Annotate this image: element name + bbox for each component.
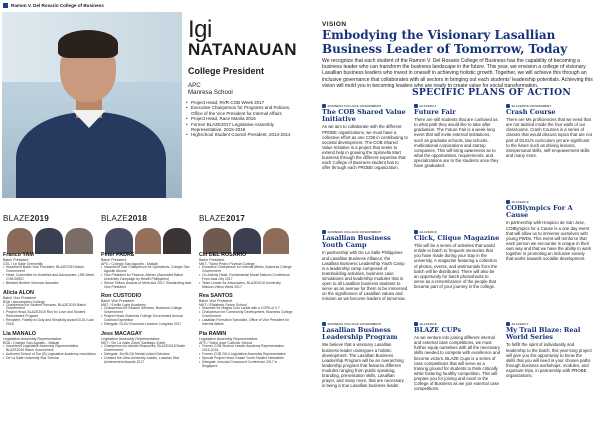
member-credential: • Created the Ultra University Ladder, Luzarian Stat Achievement Awards 2017 (101, 357, 195, 365)
plan-title: COBlympics For A Cause (506, 204, 573, 220)
blaze-2018-group-photo (101, 224, 196, 254)
member-credentials (101, 307, 195, 327)
member-credentials (199, 345, 293, 368)
member-credentials (3, 266, 97, 286)
plan-title: My Trail Blaze: Real World Series (506, 326, 581, 342)
plan-body: There are Ms proficiencies that we need that are not tackled inside the four walls of our classrooms. Crash Courses is a series of classes that would discuss topics that are not part of DLSU's curriculum yet are significant to the future such as driving lessons, interpersonal skills, self-empowerment skills and many more. (506, 117, 592, 158)
member-org: APC / Saint Jude Catholic School (199, 340, 253, 345)
member-credentials (101, 345, 195, 365)
team-member (199, 293, 293, 327)
candidate-position: College President (188, 66, 265, 76)
member-role: Legislative Assembly Representative (101, 336, 160, 341)
plans-title: SPECIFIC PLANS OF ACTION (412, 87, 572, 98)
team-member (199, 331, 293, 368)
plan-tag: BLAZE2017 (419, 104, 437, 108)
member-name: Pia RAMIN (199, 330, 227, 337)
member-role: Legislative Assembly Representative (3, 336, 62, 341)
credential-item: • Project Head, Race Manila 2016 (186, 116, 296, 121)
member-credential: • Vice President for Finance, Ateneo (Ascended Batch University Campaign by Health Philippines) (101, 274, 195, 282)
member-role: Batch Vice President (101, 299, 135, 304)
member-role: Batch President (101, 258, 127, 262)
square-bullet-icon (3, 3, 8, 8)
team-member (3, 252, 97, 286)
candidate-last-name: NATANAUAN (188, 40, 297, 59)
member-name: Peter PADRE (101, 252, 135, 258)
plan-title: Future Fair (414, 108, 456, 116)
candidate-portrait (2, 12, 182, 198)
team-blaze-2018 (101, 252, 195, 369)
left-page (0, 0, 298, 428)
plan-future-fair (414, 104, 500, 168)
member-role: Legislative Assembly Representative (199, 336, 258, 341)
member-role: Batch Vice President (3, 295, 37, 300)
blaze-heading-2018: BLAZE2018 (101, 214, 147, 223)
blaze-heading-2017: BLAZE2017 (199, 214, 245, 223)
plan-body: We believe that a visionary Lasallian business leader undergoes a holistic development. The Lasallian Business Leadership Program will be an overarching leadership program that features different modules ranging from public speaking, branding, presentation skills, Lasallian prayer, and many more, that are necessary in being a true Lasallian business leader. (322, 342, 404, 389)
member-credential: • Former COB Student Leader Academy Representative 2015-2016 (199, 345, 293, 353)
blaze-2019-group-photo (3, 224, 98, 254)
vision-intro: We recognize that each student of the Ramon V. Del Rosario College of Business has the capability of becoming a business leader who can transform the business landscape in the future. This year, we envision a college of visionary Lasallian business leaders who invest in oneself in achieving holistic growth. Together, we will achieve this through an inclusive governance that collaborates with all sectors in bringing out each students' leadership potentials. Achieving this vision will mold you in becoming leaders who are ready to create value for social transformation. (322, 58, 593, 89)
team-member (3, 290, 97, 327)
member-credential: • Team Leader for Advocacies, BLAZE2018 University Mission-Vision Week 2017 (199, 282, 293, 290)
member-credentials (3, 345, 97, 361)
member-role: Batch Vice President (199, 299, 233, 304)
team-member (101, 331, 195, 365)
member-name: Ron CUSTODIO (101, 293, 142, 300)
member-org: APC / Colegio San Agustin - Makati (101, 262, 158, 266)
plan-tag: BUSINESS COLLEGE GOVERNMENT (327, 322, 382, 326)
plan-body: As we venture into joining different internal and external case competitions, we must further equip ourselves with all the necessary skills needed to compete with excellence and become victors. BLAZE Cups is a series of case competitions that will serve as a training ground for students to think critically while fostering healthy competition. This will prepare you for joining and excel to the College of Business as we join external case competitions. (414, 335, 500, 392)
member-name: Lia MANALO (3, 330, 36, 337)
right-page (302, 0, 600, 428)
team-member (101, 252, 195, 289)
member-credential: • De La Salle University Star Scholar (3, 357, 97, 361)
plan-body: To fulfill the spirit of individuality and leadership to the batch, this year-long project will give you the opportunity to know the skills that you will need in your chosen paths through business workshops, modules, and exposure trips, in partnership with PROBE organizations. (506, 342, 592, 378)
member-credential: • Chairperson for Artistic Resources, BLAZE2018 Batch Government (101, 345, 195, 353)
member-name: Franco YAM (3, 252, 34, 258)
plan-tag: BLAZE2018 GOVERNMENT (511, 104, 552, 108)
team-blaze-2019 (3, 252, 97, 365)
plan-blaze-cups (414, 322, 500, 391)
member-org: CSL / Le Salle Greenhills (3, 262, 44, 266)
college-header (3, 3, 104, 8)
member-credentials (199, 307, 293, 327)
plan-body: In partnership with Hospicio de San Jose, COBlympics for a Cause is a one day event that will allow us to immerse ourselves with young PWDs. This event will reinforce that each person we encounter is unique in their own way and that we have the ability to work together in promoting an inclusive society that works towards socialite development. (506, 220, 592, 262)
candidate-college: Manresa School (188, 89, 233, 96)
member-credential: • Project Head, BLAZE2019 Run for Love and Student Recruitment Program (3, 311, 97, 319)
member-name: Alicia ALON (3, 289, 34, 296)
member-credential: • Incumbent Legislative Assembly Representative, BLAZE2019 Batch Government (3, 345, 97, 353)
credential-item: • Highschool Student Council President, 2013-2014 (186, 132, 296, 137)
plan-youth-camp (322, 230, 408, 301)
member-credentials (101, 266, 195, 289)
plan-body: This will be a series of activities that would enlisle to batch to frequent memories that you have made during your stay in the university. A magazine featuring a collection of photos, events, and testimonials from the batch will be distributed. There will also be an opportunity for batch photoshoots to serve as a remembrance of the people that became part of your journey in the college. (414, 243, 498, 289)
member-credential: • Incumbent Batch Vice President, BLAZE2019 Batch Government (3, 266, 97, 274)
member-credential: • Delegate, 3rd BLSU Medal-Linked Scholars (101, 353, 195, 357)
plan-click-clique (414, 230, 500, 289)
plan-title: Lasallian Business Leadership Program (322, 326, 398, 342)
member-credential: • Authored School of Toe (B) Legislative Academy resolutions (3, 353, 97, 357)
team-member (3, 331, 97, 361)
plan-cob-shared-value (322, 104, 408, 170)
member-credential: • Chairperson for Student Services, BLAZE2019 Batch Government (3, 304, 97, 312)
blaze-2017-group-photo (199, 224, 294, 254)
member-name: Rea SANTOS (199, 293, 233, 300)
plan-title: Click, Clique Magazine (414, 234, 500, 242)
plan-title: Lasallian Business Youth Camp (322, 234, 391, 250)
credential-item: • Executive Chairperson for Programs and Policies, Office of the Vice President for Internal Affairs (186, 105, 296, 116)
vision-headline: Embodying the Visionary Lasallian Business Leader of Tomorrow, Today (322, 28, 568, 56)
team-member (101, 293, 195, 327)
member-credentials (199, 266, 293, 289)
member-org: MKT / Emilio Light Academy (101, 303, 146, 308)
member-credentials (3, 304, 97, 327)
credential-item: • Former BLAZE2017 Legislative Assembly Representative, 2015-2016 (186, 122, 296, 133)
member-name: Jess MACAGAY (101, 330, 142, 337)
team-member (199, 252, 293, 289)
candidate-first-name: Igi (188, 16, 212, 43)
plan-tag: BUSINESS COLLEGE GOVERNMENT (327, 230, 382, 234)
member-credential: • Blessed Brother Solomon Awardee (3, 282, 97, 286)
plan-crash-course (506, 104, 592, 158)
plan-body: In partnership with De La Salle Philippines and Lasallian Business Alliance, the Lasallian Business Leadership Youth Camp is a leadership camp composed of teambuilding activities, business case simulations and leadership modules that is open to all Lasallian business students to serve as an avenue for them to be immersed on the significance of Lasallian values and mission as we become leaders of tomorrow. (322, 250, 408, 302)
plan-tag: BLAZE2017 (511, 322, 529, 326)
plan-title: The COB Shared Value Initiative (322, 108, 406, 124)
member-credential: • Co-Activity Head, Fundamental Model Nations Conference From Asia City 2017 (199, 274, 293, 282)
member-credential: • Nominee for Magna Cum Laude with a CGPA of 3.7 (199, 307, 293, 311)
member-credential: • Project Head, Business College Government Annual Cosmos Expedition (101, 315, 195, 323)
plan-tag: BLAZE2018 (419, 230, 437, 234)
member-role: Batch President (3, 258, 29, 262)
candidate-credentials (186, 100, 296, 138)
member-credential: • Delegate, Ironclad Crossword Conference 2017 in Singapore (199, 361, 293, 369)
plan-tag: BUSINESS COLLEGE GOVERNMENT (327, 104, 382, 108)
plan-title: BLAZE CUPs (414, 326, 462, 334)
plan-coblympics (506, 200, 592, 261)
member-name: Cel DEL ROSARIO (199, 252, 247, 258)
teams-section (3, 252, 295, 424)
vision-label: VISION (322, 21, 347, 28)
member-credential: • Former COB 2014 Legislative Assembly Representative (199, 353, 293, 357)
member-credential: • Lasallian Formation Specialist, Office of Vice President for Internal Affairs (199, 319, 293, 327)
plan-tag: BLAZE2018 (419, 322, 437, 326)
member-credential: • Delegate, DLSU Economic Leaders Congress 2017 (101, 323, 195, 327)
member-credential: • Incumbent Vice Chairperson for Operations, Colegio San Agustin Alumni (101, 266, 195, 274)
member-credential: • Chairperson for Community Development, Business College Government (199, 311, 293, 319)
member-org: MKT / Saint Pedro Poveda College (199, 262, 255, 266)
plan-title: Crash Course (506, 108, 556, 116)
plan-leadership-program (322, 322, 408, 388)
member-credential: • Head, Committee for Activities and Advocacies, LSB Week, COB-BSED (3, 274, 97, 282)
plan-tag: BLAZE2019 (511, 200, 529, 204)
member-credential: • Executive Chairperson for Internal Affairs, Business College Government (199, 266, 293, 274)
member-credential: • Special Project Head, Kasari Youth Student Newsletter (199, 357, 293, 361)
plan-body: There are still students that are confused as to what path they would like to take after graduation. The Future Fair is a week-long event that will invite external institutions, such as graduate schools, law schools, multinational corporations and startup companies. This will bring awareness as to what the opportunities, requirements, and specializations are to the students once they have graduated. (414, 117, 499, 169)
credential-item: • Project Head, RVR-COB Week 2017 (186, 100, 296, 105)
member-credential: • Chairperson for Student Services, Business College Government (101, 307, 195, 315)
team-blaze-2017 (199, 252, 293, 372)
member-org: BSA / Colegio San Agustin - Makati (3, 340, 60, 345)
member-org: MKT / Elizabeth Seton School (199, 303, 247, 308)
plan-my-trail-blaze (506, 322, 592, 378)
member-role: Batch President (199, 258, 225, 262)
member-org: MKT / De La Salle Zobel Santiago Zobel (101, 340, 166, 345)
candidate-party: APC (188, 82, 201, 89)
blaze-heading-2019: BLAZE2019 (3, 214, 49, 223)
college-label: Ramon V. Del Rosario College of Business (11, 3, 104, 8)
member-credential: • Senior Fellow, Awards of Merit and 2017 Outstanding Asst. Vice President (101, 282, 195, 290)
member-org: BSA / Assumption College (3, 299, 45, 304)
plan-body: As we aim to collaborate with the different PROBE organizations, we must have a collective effort as one COB in contributing to societal development. The COB Shared Value Initiative is a project that seeks to extend help in growing the Spinnella Mart business through the different expertise that each College of Business student has to offer through each PROBE organization. (322, 124, 408, 171)
member-credential: • Recipient, Fidelity to Duty and Simplicity Award DLSU Law 2018 (3, 319, 97, 327)
